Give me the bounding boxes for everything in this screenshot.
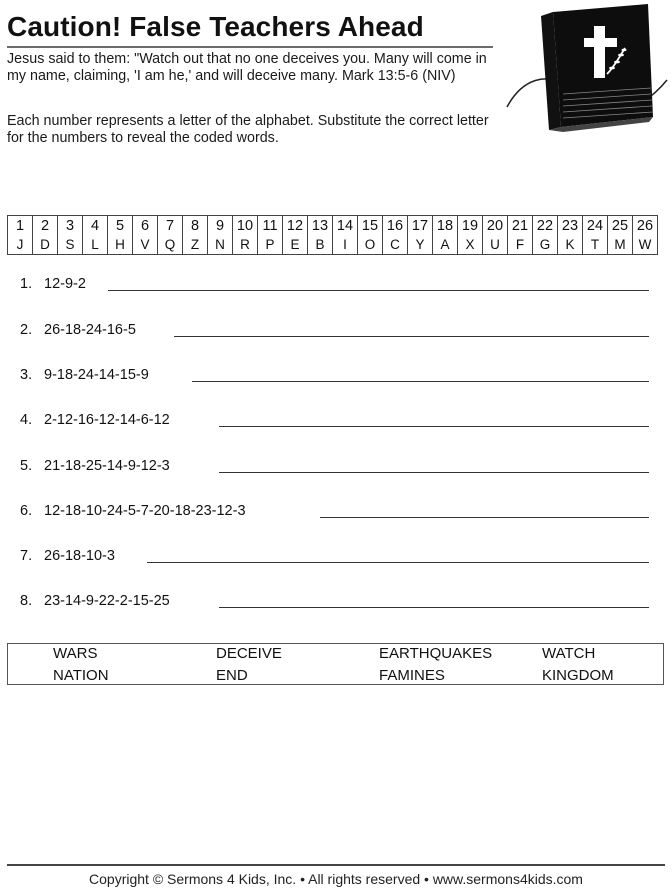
cipher-letter: P [265, 237, 275, 252]
cipher-cell [308, 216, 333, 255]
cipher-letter: E [290, 237, 300, 252]
cipher-number: 3 [65, 218, 75, 234]
cipher-key-table [7, 215, 658, 255]
puzzle-item [20, 316, 136, 338]
puzzle-code: 12-18-10-24-5-7-20-18-23-12-3 [44, 503, 246, 519]
puzzle-item [20, 270, 86, 292]
puzzle-number: 1. [20, 276, 33, 292]
answer-line[interactable] [147, 562, 649, 563]
puzzle-item [20, 452, 170, 474]
cipher-number: 2 [40, 218, 50, 234]
cipher-number: 10 [236, 218, 254, 234]
puzzle-code: 21-18-25-14-9-12-3 [44, 458, 170, 474]
cipher-letter: M [614, 237, 626, 252]
footer-divider [7, 864, 665, 866]
cipher-letter: G [539, 237, 551, 252]
answer-line[interactable] [219, 472, 649, 473]
cipher-letter: F [515, 237, 525, 252]
cipher-cell [333, 216, 358, 255]
cipher-cell [358, 216, 383, 255]
cipher-number: 26 [636, 218, 654, 234]
cipher-number: 9 [215, 218, 225, 234]
puzzle-number: 2. [20, 322, 33, 338]
puzzle-code: 2-12-16-12-14-6-12 [44, 412, 170, 428]
puzzle-code: 26-18-24-16-5 [44, 322, 136, 338]
cipher-cell [508, 216, 533, 255]
cipher-number: 19 [461, 218, 479, 234]
word-bank-item: EARTHQUAKES [379, 645, 493, 662]
cipher-letter: S [65, 237, 75, 252]
cipher-number: 23 [561, 218, 579, 234]
puzzle-item [20, 361, 149, 383]
cipher-letter: V [140, 237, 150, 252]
cipher-letter: L [91, 237, 99, 252]
cipher-letter: H [115, 237, 125, 252]
puzzle-number: 7. [20, 548, 33, 564]
cipher-letter: R [240, 237, 250, 252]
page-title: Caution! False Teachers Ahead [7, 11, 424, 42]
answer-line[interactable] [174, 336, 649, 337]
cipher-number: 8 [190, 218, 200, 234]
puzzle-number: 6. [20, 503, 33, 519]
cipher-cell [483, 216, 508, 255]
cipher-number: 17 [411, 218, 429, 234]
word-bank-item: WATCH [542, 645, 596, 662]
cipher-cell [8, 216, 33, 255]
word-bank-item: KINGDOM [542, 667, 614, 684]
bible-with-cross-icon [503, 2, 669, 132]
scripture-verse: Jesus said to them: "Watch out that no one deceives you. Many will come in my name, claiming, 'I am he,' and will deceive many. Mark 13:5-6 (NIV) [7, 51, 487, 84]
word-bank-item: WARS [53, 645, 98, 662]
cipher-letter: O [364, 237, 376, 252]
answer-line[interactable] [219, 426, 649, 427]
cipher-cell [433, 216, 458, 255]
cipher-cell [633, 216, 658, 255]
cipher-cell [558, 216, 583, 255]
puzzle-item [20, 406, 170, 428]
word-bank-item: FAMINES [379, 667, 445, 684]
cipher-number: 21 [511, 218, 529, 234]
cipher-cell [533, 216, 558, 255]
cipher-number: 24 [586, 218, 604, 234]
cipher-letter: I [343, 237, 347, 252]
cipher-letter: W [638, 237, 652, 252]
cipher-cell [58, 216, 83, 255]
cipher-cell [33, 216, 58, 255]
puzzle-number: 5. [20, 458, 33, 474]
puzzle-code: 12-9-2 [44, 276, 86, 292]
cipher-number: 14 [336, 218, 354, 234]
cipher-letter: T [590, 237, 600, 252]
cipher-cell [258, 216, 283, 255]
cipher-letter: K [565, 237, 575, 252]
cipher-cell [283, 216, 308, 255]
cipher-letter: Y [415, 237, 425, 252]
cipher-letter: B [315, 237, 325, 252]
cipher-letter: D [40, 237, 50, 252]
puzzle-item [20, 587, 170, 609]
puzzle-code: 23-14-9-22-2-15-25 [44, 593, 170, 609]
cipher-letter: A [440, 237, 450, 252]
cipher-letter: Q [164, 237, 176, 252]
cipher-cell [583, 216, 608, 255]
cipher-cell [408, 216, 433, 255]
cipher-letter: Z [190, 237, 200, 252]
answer-line[interactable] [108, 290, 649, 291]
cipher-number: 4 [90, 218, 100, 234]
puzzle-code: 26-18-10-3 [44, 548, 115, 564]
cipher-cell [458, 216, 483, 255]
cipher-cell [183, 216, 208, 255]
puzzle-item [20, 497, 246, 519]
cipher-cell [208, 216, 233, 255]
cipher-letter: N [215, 237, 225, 252]
puzzle-code: 9-18-24-14-15-9 [44, 367, 149, 383]
cipher-number: 13 [311, 218, 329, 234]
puzzle-number: 4. [20, 412, 33, 428]
word-bank-item: NATION [53, 667, 109, 684]
cipher-number: 6 [140, 218, 150, 234]
answer-line[interactable] [320, 517, 649, 518]
cipher-cell [158, 216, 183, 255]
cipher-letter: C [390, 237, 400, 252]
cipher-key-row [8, 216, 658, 255]
cipher-number: 12 [286, 218, 304, 234]
word-bank [7, 643, 664, 685]
title-divider [7, 46, 493, 48]
word-bank-item: DECEIVE [216, 645, 282, 662]
footer-copyright: Copyright © Sermons 4 Kids, Inc. • All rights reserved • www.sermons4kids.com [89, 871, 583, 887]
cipher-cell [383, 216, 408, 255]
instructions: Each number represents a letter of the alphabet. Substitute the correct letter for the numbers to reveal the coded words. [7, 113, 489, 146]
cipher-cell [233, 216, 258, 255]
cipher-cell [108, 216, 133, 255]
puzzle-number: 3. [20, 367, 33, 383]
puzzle-item [20, 542, 115, 564]
cipher-number: 15 [361, 218, 379, 234]
cipher-letter: X [465, 237, 475, 252]
cipher-cell [608, 216, 633, 255]
answer-line[interactable] [192, 381, 649, 382]
cipher-cell [83, 216, 108, 255]
cipher-letter: J [16, 237, 24, 252]
cipher-number: 22 [536, 218, 554, 234]
cipher-number: 18 [436, 218, 454, 234]
word-bank-item: END [216, 667, 248, 684]
cipher-number: 20 [486, 218, 504, 234]
cipher-number: 11 [262, 218, 278, 234]
cipher-number: 1 [15, 218, 25, 234]
cipher-number: 25 [611, 218, 629, 234]
puzzle-number: 8. [20, 593, 33, 609]
cipher-number: 16 [386, 218, 404, 234]
cipher-number: 7 [165, 218, 175, 234]
cipher-number: 5 [115, 218, 125, 234]
cipher-cell [133, 216, 158, 255]
cipher-letter: U [490, 237, 500, 252]
answer-line[interactable] [219, 607, 649, 608]
